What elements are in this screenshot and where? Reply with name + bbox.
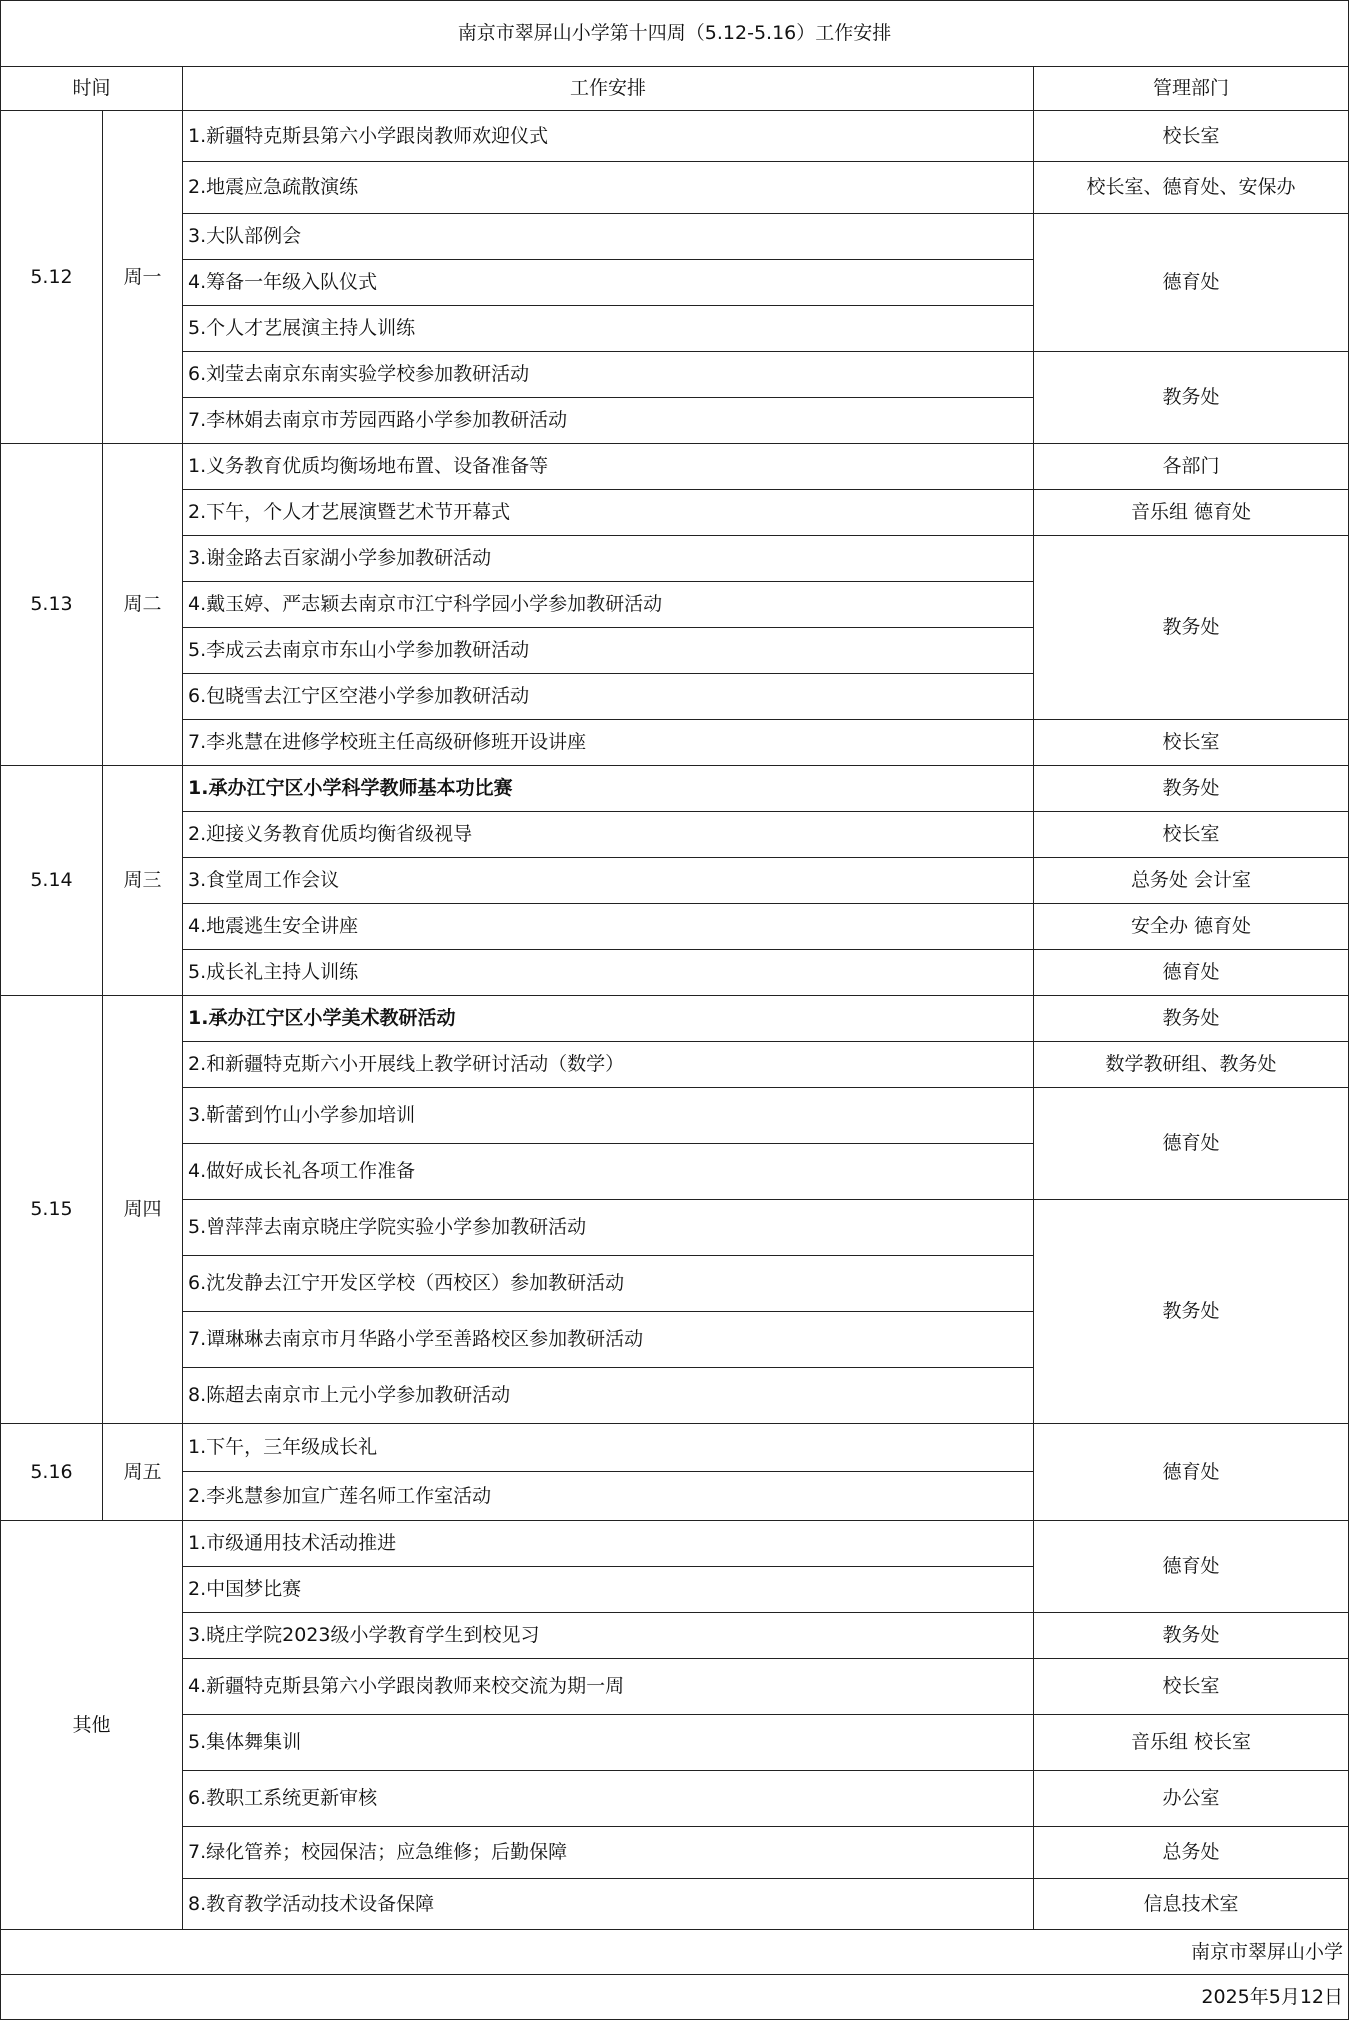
header-dept: 管理部门 <box>1034 67 1349 111</box>
dept-cell: 安全办 德育处 <box>1034 904 1349 950</box>
task-item: 2.迎接义务教育优质均衡省级视导 <box>183 812 1034 858</box>
task-item: 2.和新疆特克斯六小开展线上教学研讨活动（数学） <box>183 1042 1034 1088</box>
dept-cell: 德育处 <box>1034 1424 1349 1521</box>
task-item: 2.地震应急疏散演练 <box>183 162 1034 214</box>
dept-cell: 德育处 <box>1034 1521 1349 1613</box>
header-work: 工作安排 <box>183 67 1034 111</box>
task-item: 1.义务教育优质均衡场地布置、设备准备等 <box>183 444 1034 490</box>
other-label: 其他 <box>1 1521 183 1930</box>
dept-cell: 校长室 <box>1034 720 1349 766</box>
task-item: 6.教职工系统更新审核 <box>183 1771 1034 1827</box>
day-date-thursday: 5.15 <box>1 996 103 1424</box>
dept-cell: 教务处 <box>1034 1613 1349 1659</box>
task-item: 5.李成云去南京市东山小学参加教研活动 <box>183 628 1034 674</box>
task-item: 1.新疆特克斯县第六小学跟岗教师欢迎仪式 <box>183 111 1034 162</box>
task-item: 1.承办江宁区小学美术教研活动 <box>183 996 1034 1042</box>
weekday-thursday: 周四 <box>103 996 183 1424</box>
dept-cell: 音乐组 校长室 <box>1034 1715 1349 1771</box>
task-item: 7.谭琳琳去南京市月华路小学至善路校区参加教研活动 <box>183 1312 1034 1368</box>
page-title: 南京市翠屏山小学第十四周（5.12-5.16）工作安排 <box>1 1 1349 67</box>
dept-cell: 办公室 <box>1034 1771 1349 1827</box>
task-item: 5.集体舞集训 <box>183 1715 1034 1771</box>
task-item: 1.下午，三年级成长礼 <box>183 1424 1034 1472</box>
task-item: 5.曾萍萍去南京晓庄学院实验小学参加教研活动 <box>183 1200 1034 1256</box>
task-item: 2.李兆慧参加宣广莲名师工作室活动 <box>183 1472 1034 1521</box>
task-item: 5.成长礼主持人训练 <box>183 950 1034 996</box>
dept-cell: 教务处 <box>1034 996 1349 1042</box>
task-item: 4.筹备一年级入队仪式 <box>183 260 1034 306</box>
day-date-monday: 5.12 <box>1 111 103 444</box>
dept-cell: 数学教研组、教务处 <box>1034 1042 1349 1088</box>
dept-cell: 校长室、德育处、安保办 <box>1034 162 1349 214</box>
weekday-monday: 周一 <box>103 111 183 444</box>
dept-cell: 校长室 <box>1034 111 1349 162</box>
dept-cell: 各部门 <box>1034 444 1349 490</box>
weekday-tuesday: 周二 <box>103 444 183 766</box>
footer-date: 2025年5月12日 <box>1 1975 1349 2020</box>
task-item: 1.市级通用技术活动推进 <box>183 1521 1034 1567</box>
header-time: 时间 <box>1 67 183 111</box>
dept-cell: 音乐组 德育处 <box>1034 490 1349 536</box>
day-date-friday: 5.16 <box>1 1424 103 1521</box>
task-item: 3.谢金路去百家湖小学参加教研活动 <box>183 536 1034 582</box>
task-item: 3.大队部例会 <box>183 214 1034 260</box>
day-date-wednesday: 5.14 <box>1 766 103 996</box>
task-item: 6.刘莹去南京东南实验学校参加教研活动 <box>183 352 1034 398</box>
task-item: 2.下午，个人才艺展演暨艺术节开幕式 <box>183 490 1034 536</box>
dept-cell: 校长室 <box>1034 1659 1349 1715</box>
task-item: 2.中国梦比赛 <box>183 1567 1034 1613</box>
task-item: 4.地震逃生安全讲座 <box>183 904 1034 950</box>
dept-cell: 校长室 <box>1034 812 1349 858</box>
dept-cell: 教务处 <box>1034 766 1349 812</box>
dept-cell: 教务处 <box>1034 1200 1349 1424</box>
task-item: 6.包晓雪去江宁区空港小学参加教研活动 <box>183 674 1034 720</box>
task-item: 7.李兆慧在进修学校班主任高级研修班开设讲座 <box>183 720 1034 766</box>
task-item: 7.李林娟去南京市芳园西路小学参加教研活动 <box>183 398 1034 444</box>
footer-school: 南京市翠屏山小学 <box>1 1930 1349 1975</box>
dept-cell: 教务处 <box>1034 352 1349 444</box>
weekday-friday: 周五 <box>103 1424 183 1521</box>
task-item: 4.戴玉婷、严志颖去南京市江宁科学园小学参加教研活动 <box>183 582 1034 628</box>
dept-cell: 德育处 <box>1034 1088 1349 1200</box>
dept-cell: 总务处 <box>1034 1827 1349 1879</box>
dept-cell: 总务处 会计室 <box>1034 858 1349 904</box>
task-item: 8.教育教学活动技术设备保障 <box>183 1879 1034 1930</box>
task-item: 3.食堂周工作会议 <box>183 858 1034 904</box>
task-item: 6.沈发静去江宁开发区学校（西校区）参加教研活动 <box>183 1256 1034 1312</box>
task-item: 5.个人才艺展演主持人训练 <box>183 306 1034 352</box>
task-item: 1.承办江宁区小学科学教师基本功比赛 <box>183 766 1034 812</box>
weekday-wednesday: 周三 <box>103 766 183 996</box>
task-item: 4.新疆特克斯县第六小学跟岗教师来校交流为期一周 <box>183 1659 1034 1715</box>
task-item: 3.靳蕾到竹山小学参加培训 <box>183 1088 1034 1144</box>
dept-cell: 德育处 <box>1034 950 1349 996</box>
task-item: 3.晓庄学院2023级小学教育学生到校见习 <box>183 1613 1034 1659</box>
dept-cell: 德育处 <box>1034 214 1349 352</box>
task-item: 4.做好成长礼各项工作准备 <box>183 1144 1034 1200</box>
dept-cell: 教务处 <box>1034 536 1349 720</box>
day-date-tuesday: 5.13 <box>1 444 103 766</box>
task-item: 8.陈超去南京市上元小学参加教研活动 <box>183 1368 1034 1424</box>
task-item: 7.绿化管养；校园保洁；应急维修；后勤保障 <box>183 1827 1034 1879</box>
dept-cell: 信息技术室 <box>1034 1879 1349 1930</box>
